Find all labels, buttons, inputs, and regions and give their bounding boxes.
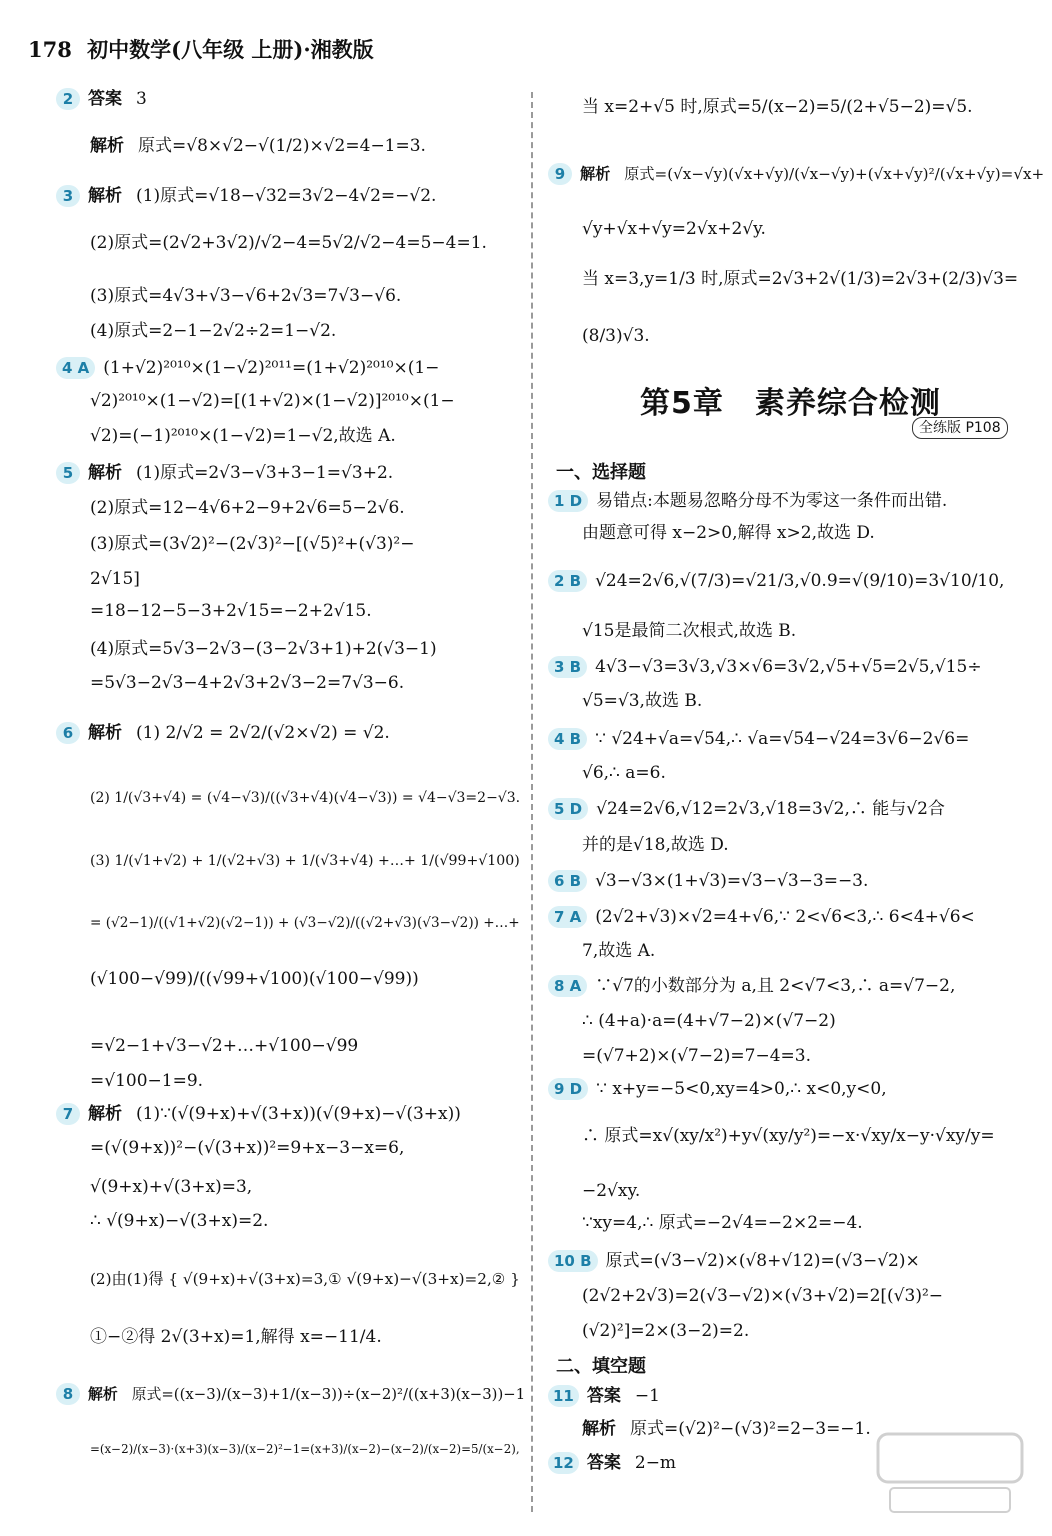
solution-text: (3)原式=(3√2)²−(2√3)²−[(√5)²+(√3)²−	[90, 534, 415, 554]
solution-text: =(√(9+x))²−(√(3+x))²=9+x−3−x=6,	[90, 1138, 405, 1158]
left-line	[90, 533, 414, 555]
solution-text: √(9+x)+√(3+x)=3,	[90, 1177, 253, 1197]
left-line	[90, 968, 419, 990]
question-number-badge: 4 A	[56, 357, 95, 379]
right-line	[582, 1212, 863, 1234]
solution-text: =(√7+2)×(√7−2)=7−4=3.	[582, 1046, 812, 1066]
right-line	[548, 975, 955, 997]
right-line	[582, 834, 729, 856]
right-line	[582, 218, 766, 240]
book-title: 初中数学(八年级 上册)·湘教版	[87, 37, 374, 62]
solution-text: 并的是√18,故选 D.	[582, 835, 729, 855]
left-line	[90, 672, 404, 694]
left-line	[56, 1383, 525, 1405]
question-number-badge: 1 D	[548, 490, 588, 512]
left-line	[90, 135, 426, 157]
solution-text: √2)²⁰¹⁰×(1−√2)=[(1+√2)×(1−√2)]²⁰¹⁰×(1−	[90, 391, 455, 411]
solution-text: 易错点:本题易忽略分母不为零这一条件而出错.	[596, 491, 948, 511]
left-line	[56, 185, 436, 207]
solution-text: =√2−1+√3−√2+…+√100−√99	[90, 1036, 359, 1056]
watermark-logo	[870, 1428, 1030, 1518]
solution-text: (√2)²]=2×(3−2)=2.	[582, 1321, 750, 1341]
right-line	[582, 1285, 943, 1307]
solution-text: 3	[136, 89, 147, 109]
right-line	[582, 325, 650, 347]
left-line	[90, 1268, 520, 1290]
chapter-title: 第5章 素养综合检测	[640, 386, 941, 421]
left-line	[90, 390, 455, 412]
right-line	[582, 1010, 836, 1032]
answer-tag: 解析	[88, 723, 122, 743]
right-line	[582, 96, 973, 118]
question-number-badge: 7	[56, 1103, 80, 1125]
question-number-badge: 12	[548, 1452, 579, 1474]
right-line	[548, 870, 868, 892]
right-line	[548, 728, 969, 750]
solution-text: √24=2√6,√12=2√3,√18=3√2,∴ 能与√2合	[596, 799, 945, 819]
solution-text: −2√xy.	[582, 1181, 641, 1201]
question-number-badge: 3	[56, 185, 80, 207]
left-line	[90, 497, 405, 519]
solution-text: (1+√2)²⁰¹⁰×(1−√2)²⁰¹¹=(1+√2)²⁰¹⁰×(1−	[103, 358, 440, 378]
answer-tag: 答案	[586, 1453, 621, 1473]
solution-text: (1)原式=√18−√32=3√2−4√2=−√2.	[136, 186, 437, 206]
solution-text: (8/3)√3.	[582, 326, 650, 346]
question-number-badge: 2 B	[548, 570, 587, 592]
left-line	[90, 850, 520, 872]
left-line	[56, 1103, 461, 1125]
left-line	[90, 1176, 252, 1198]
solution-text: =18−12−5−3+2√15=−2+2√15.	[90, 601, 372, 621]
solution-text: √24=2√6,√(7/3)=√21/3,√0.9=√(9/10)=3√10/10,	[595, 571, 1005, 591]
solution-text: =(x−2)/(x−3)·(x+3)(x−3)/(x−2)²−1=(x+3)/(x−2)−(x−2)/(x−2)=5/(x−2),	[90, 1442, 520, 1456]
left-line	[90, 1210, 268, 1232]
question-number-badge: 4 B	[548, 728, 587, 750]
question-number-badge: 2	[56, 88, 80, 110]
solution-text: 7,故选 A.	[582, 941, 656, 961]
left-line	[90, 320, 336, 342]
question-number-badge: 7 A	[548, 906, 587, 928]
solution-text: √2)=(−1)²⁰¹⁰×(1−√2)=1−√2,故选 A.	[90, 426, 396, 446]
right-line	[548, 906, 975, 928]
solution-text: (4)原式=2−1−2√2÷2=1−√2.	[90, 321, 337, 341]
answer-tag: 解析	[88, 186, 122, 206]
right-line	[582, 1320, 749, 1342]
answer-tag: 答案	[88, 89, 122, 109]
answer-tag: 解析	[580, 165, 611, 183]
left-line	[56, 462, 393, 484]
right-line	[548, 570, 1004, 592]
answer-tag: 答案	[586, 1386, 621, 1406]
answer-tag: 解析	[88, 1385, 118, 1403]
page-header	[28, 34, 374, 64]
question-number-badge: 6	[56, 722, 80, 744]
solution-text: √3−√3×(1+√3)=√3−√3−3=−3.	[595, 871, 869, 891]
right-line	[582, 1125, 995, 1147]
right-line	[548, 1385, 660, 1407]
left-line	[90, 1035, 358, 1057]
solution-text: √5=√3,故选 B.	[582, 691, 703, 711]
solution-text: −1	[634, 1386, 660, 1406]
solution-text: 2−m	[634, 1453, 677, 1473]
left-line	[90, 1137, 404, 1159]
solution-text: (4)原式=5√3−2√3−(3−2√3+1)+2(√3−1)	[90, 639, 437, 659]
left-line	[90, 1070, 203, 1092]
left-line	[90, 425, 396, 447]
right-line	[548, 656, 982, 678]
right-line	[582, 268, 1018, 290]
right-line	[582, 620, 796, 642]
answer-tag: 解析	[88, 463, 122, 483]
answer-tag: 解析	[90, 136, 124, 156]
solution-text: √15是最简二次根式,故选 B.	[582, 621, 797, 641]
right-line	[582, 1180, 640, 1202]
question-number-badge: 11	[548, 1385, 579, 1407]
solution-text: (3)原式=4√3+√3−√6+2√3=7√3−√6.	[90, 286, 402, 306]
solution-text: 由题意可得 x−2>0,解得 x>2,故选 D.	[582, 523, 875, 543]
solution-text: (2√2+√3)×√2=4+√6,∵ 2<√6<3,∴ 6<4+√6<	[595, 907, 975, 927]
solution-text: =√100−1=9.	[90, 1071, 204, 1091]
solution-text: (√100−√99)/((√99+√100)(√100−√99))	[90, 969, 419, 989]
solution-text: (2)由(1)得 { √(9+x)+√(3+x)=3,① √(9+x)−√(3+x)=2,② }	[90, 1270, 520, 1288]
solution-text: ①−②得 2√(3+x)=1,解得 x=−11/4.	[90, 1327, 382, 1347]
solution-text: ∴ √(9+x)−√(3+x)=2.	[90, 1211, 269, 1231]
left-line	[90, 568, 140, 590]
solution-text: (2) 1/(√3+√4) = (√4−√3)/((√3+√4)(√4−√3)) = √4−√3=2−√3.	[90, 790, 521, 806]
solution-text: =5√3−2√3−4+2√3+2√3−2=7√3−6.	[90, 673, 405, 693]
question-number-badge: 9 D	[548, 1078, 588, 1100]
solution-text: 当 x=3,y=1/3 时,原式=2√3+2√(1/3)=2√3+(2/3)√3=	[582, 269, 1019, 289]
solution-text: 原式=(√x−√y)(√x+√y)/(√x−√y)+(√x+√y)²/(√x+√y)=√x+	[624, 165, 1045, 183]
solution-text: (2)原式=12−4√6+2−9+2√6=5−2√6.	[90, 498, 405, 518]
solution-text: 原式=(√3−√2)×(√8+√12)=(√3−√2)×	[605, 1251, 920, 1271]
left-line	[90, 912, 520, 934]
right-line	[548, 1078, 887, 1100]
right-line	[582, 1418, 871, 1440]
right-line	[582, 690, 702, 712]
left-line	[56, 357, 439, 379]
question-number-badge: 10 B	[548, 1250, 598, 1272]
solution-text: (1)原式=2√3−√3+3−1=√3+2.	[136, 463, 394, 483]
left-line	[90, 787, 520, 809]
solution-text: (2)原式=(2√2+3√2)/√2−4=5√2/√2−4=5−4=1.	[90, 233, 487, 253]
solution-text: 2√15]	[90, 569, 140, 589]
solution-text: ∵√7的小数部分为 a,且 2<√7<3,∴ a=√7−2,	[595, 976, 956, 996]
question-number-badge: 8	[56, 1383, 80, 1405]
solution-text: 原式=√8×√2−√(1/2)×√2=4−1=3.	[138, 136, 426, 156]
left-line	[56, 88, 147, 110]
column-divider	[531, 92, 533, 1512]
left-line	[90, 638, 437, 660]
answer-tag: 解析	[88, 1104, 122, 1124]
right-line	[582, 522, 875, 544]
left-line	[90, 285, 401, 307]
question-number-badge: 8 A	[548, 975, 587, 997]
solution-text: √6,∴ a=6.	[582, 763, 666, 783]
right-line	[548, 798, 945, 820]
solution-text: 原式=(√2)²−(√3)²=2−3=−1.	[630, 1419, 871, 1439]
question-number-badge: 5 D	[548, 798, 588, 820]
page-number: 178	[28, 37, 72, 62]
page-reference: 全练版 P108	[912, 417, 1008, 439]
question-number-badge: 5	[56, 462, 80, 484]
solution-text: (1) 2/√2 = 2√2/(√2×√2) = √2.	[136, 723, 390, 743]
solution-text: ∴ 原式=x√(xy/x²)+y√(xy/y²)=−x·√xy/x−y·√xy/y=	[582, 1126, 995, 1146]
solution-text: ∵ x+y=−5<0,xy=4>0,∴ x<0,y<0,	[596, 1079, 887, 1099]
section-choice: 一、选择题	[556, 462, 646, 483]
solution-text: 原式=((x−3)/(x−3)+1/(x−3))÷(x−2)²/((x+3)(x−3))−1	[131, 1385, 526, 1403]
solution-text: ∴ (4+a)·a=(4+√7−2)×(√7−2)	[582, 1011, 836, 1031]
solution-text: (3) 1/(√1+√2) + 1/(√2+√3) + 1/(√3+√4) +…+ 1/(√99+√100)	[90, 853, 520, 869]
left-line	[56, 722, 390, 744]
question-number-badge: 6 B	[548, 870, 587, 892]
right-line	[548, 163, 1044, 185]
solution-text: = (√2−1)/((√1+√2)(√2−1)) + (√3−√2)/((√2+√3)(√3−√2)) +…+	[90, 915, 520, 931]
right-line	[582, 762, 666, 784]
section-fill: 二、填空题	[556, 1356, 646, 1377]
solution-text: √y+√x+√y=2√x+2√y.	[582, 219, 766, 239]
right-line	[548, 1250, 920, 1272]
solution-text: (1)∵(√(9+x)+√(3+x))(√(9+x)−√(3+x))	[136, 1104, 461, 1124]
left-line	[90, 1438, 520, 1460]
question-number-badge: 9	[548, 163, 572, 185]
right-line	[582, 940, 655, 962]
question-number-badge: 3 B	[548, 656, 587, 678]
left-line	[90, 232, 487, 254]
solution-text: (2√2+2√3)=2(√3−√2)×(√3+√2)=2[(√3)²−	[582, 1286, 944, 1306]
right-line	[548, 1452, 676, 1474]
right-line	[548, 490, 947, 512]
solution-text: 4√3−√3=3√3,√3×√6=3√2,√5+√5=2√5,√15÷	[595, 657, 982, 677]
answer-tag: 解析	[582, 1419, 616, 1439]
solution-text: ∵xy=4,∴ 原式=−2√4=−2×2=−4.	[582, 1213, 863, 1233]
right-line	[582, 1045, 811, 1067]
solution-text: 当 x=2+√5 时,原式=5/(x−2)=5/(2+√5−2)=√5.	[582, 97, 973, 117]
left-line	[90, 1326, 382, 1348]
solution-text: ∵ √24+√a=√54,∴ √a=√54−√24=3√6−2√6=	[595, 729, 970, 749]
left-line	[90, 600, 372, 622]
